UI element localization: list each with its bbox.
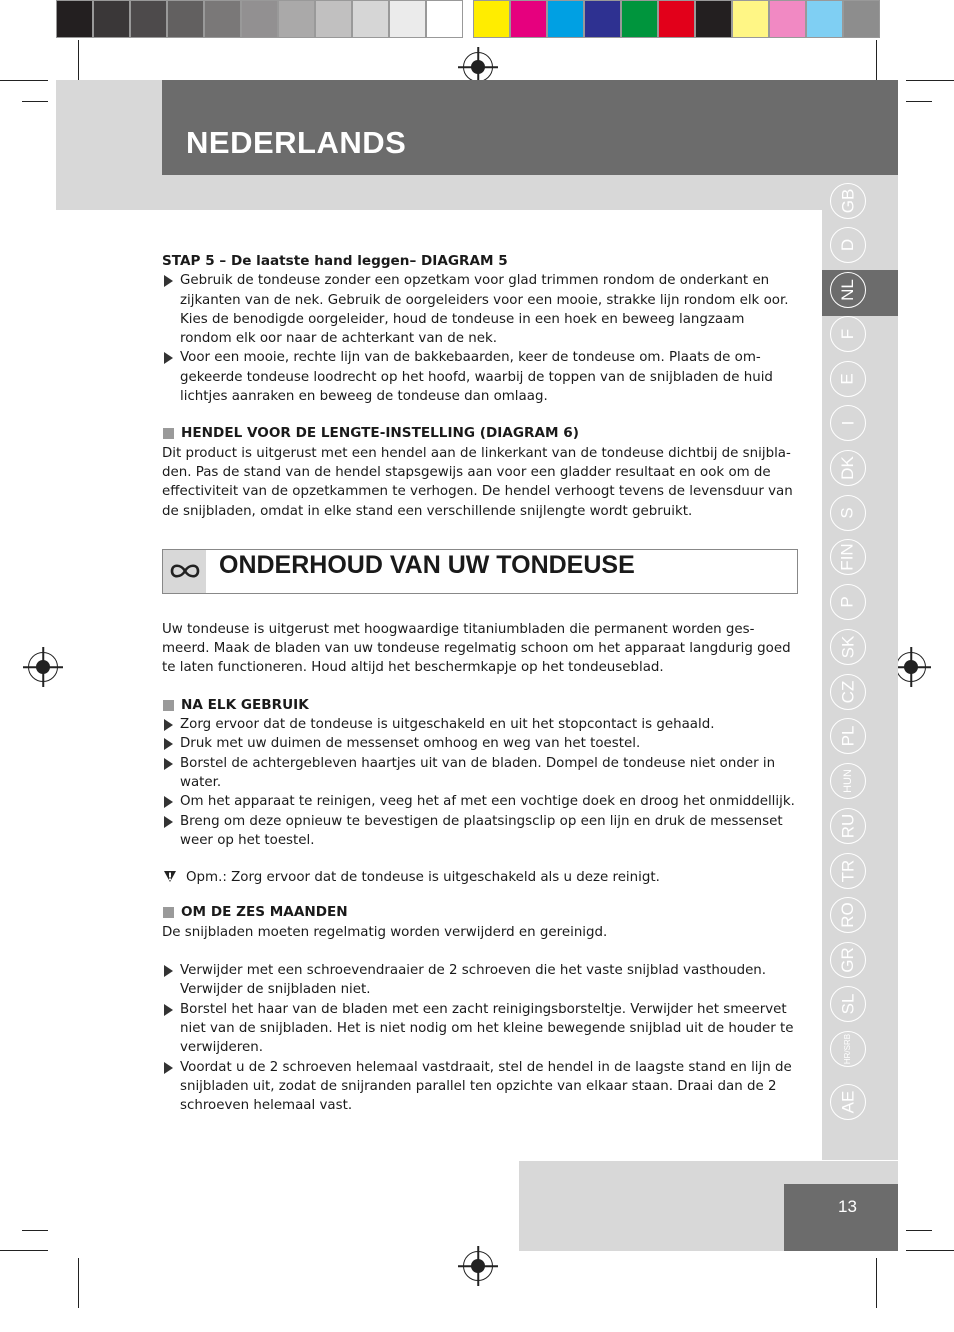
- language-tab-ru[interactable]: [830, 808, 866, 844]
- list-item: Om het apparaat te reinigen, veeg het af met een vochtige doek en droog het onmiddellijk.: [162, 792, 798, 811]
- language-tab-label: E: [838, 373, 857, 385]
- language-tab-label: CZ: [837, 680, 857, 704]
- color-swatch: [204, 0, 241, 38]
- language-tab-fin[interactable]: [830, 539, 866, 575]
- color-swatch: [769, 0, 806, 38]
- language-tab-s[interactable]: [830, 495, 866, 531]
- crop-mark: [78, 1258, 79, 1308]
- language-tab-ae[interactable]: [830, 1084, 866, 1120]
- color-swatch: [843, 0, 880, 38]
- color-swatch: [56, 0, 93, 38]
- language-tab-label: DK: [838, 456, 857, 480]
- language-tab-tr[interactable]: [830, 853, 866, 889]
- maintenance-section-header: [162, 549, 798, 594]
- language-tab-label: S: [838, 507, 857, 519]
- language-tab-label: RU: [838, 813, 857, 839]
- list-item: Zorg ervoor dat de tondeuse is uitgeschakeld en uit het stopcontact is gehaald.: [162, 715, 798, 734]
- list-item: Voordat u de 2 schroeven helemaal vastdraait, stel de hendel in de laagste stand en lijn de snijbladen uit, zodat de snijranden parallel ten opzichte van elkaar staan. Draai dan de 2 schroeven helemaal vast.: [162, 1058, 798, 1116]
- language-tab-label: P: [838, 596, 857, 608]
- language-tab-label: HR/SRB: [842, 1033, 852, 1065]
- color-swatch: [621, 0, 658, 38]
- language-tab-cz[interactable]: [830, 674, 866, 710]
- note-text: Opm.: Zorg ervoor dat de tondeuse is uitgeschakeld als u deze reinigt.: [186, 870, 660, 886]
- note: [162, 868, 798, 887]
- crop-mark: [0, 80, 48, 81]
- list-item: Breng om deze opnieuw te bevestigen de plaatsingsclip op een lijn en druk de messenset weer op het toestel.: [162, 812, 798, 851]
- language-tab-i[interactable]: [830, 405, 866, 441]
- crop-mark: [906, 1250, 954, 1251]
- language-tab-d[interactable]: [830, 227, 866, 263]
- language-tab-p[interactable]: [830, 584, 866, 620]
- language-tab-label: F: [837, 328, 857, 340]
- crop-mark: [906, 80, 954, 81]
- color-calibration-bar: [56, 0, 880, 40]
- color-swatch: [658, 0, 695, 38]
- color-swatch: [806, 0, 843, 38]
- step5-heading: STAP 5 – De laatste hand leggen– DIAGRAM 5: [162, 253, 508, 269]
- list-item: Druk met uw duimen de messenset omhoog en weg van het toestel.: [162, 734, 798, 753]
- color-swatch: [547, 0, 584, 38]
- language-tab-f[interactable]: [830, 316, 866, 352]
- list-item: Gebruik de tondeuse zonder een opzetkam voor glad trimmen rondom de onderkant en zijkanten van de nek. Gebruik de oorgeleiders voor een mooie, strakke lijn rondom elk oor. Kies de benodigde oorgeleider, houd de tondeuse in een hoek en beweeg langzaam rondom elk oor naar de achterkant van de nek.: [162, 271, 798, 348]
- crop-mark: [876, 1258, 877, 1308]
- language-tab-pl[interactable]: [830, 718, 866, 754]
- language-tab-hr-srb[interactable]: [830, 1031, 866, 1067]
- warning-icon: [162, 869, 178, 883]
- crop-mark: [22, 1230, 48, 1231]
- color-swatch: [510, 0, 547, 38]
- language-tab-ro[interactable]: [830, 897, 866, 933]
- page-title: NEDERLANDS: [186, 125, 407, 160]
- lever-text: Dit product is uitgerust met een hendel aan de linkerkant van de tondeuse dichtbij de snijbla-den. Pas de stand van de hendel stapsgewijs aan voor een gladder resultaat en ook om de effectiviteit van de opzetkammen te verhogen. De hendel verhoogt tevens de levensduur van de snijbladen, omdat in elke stand een verschillende snijlengte wordt gebruikt.: [162, 445, 793, 519]
- language-tab-hun[interactable]: [830, 763, 866, 799]
- color-swatch: [93, 0, 130, 38]
- language-tab-label: SK: [838, 635, 857, 659]
- language-tab-label: GB: [838, 188, 857, 214]
- language-tab-sl[interactable]: [830, 986, 866, 1022]
- list-item: Borstel de achtergebleven haartjes uit van de bladen. Dompel de tondeuse niet onder in water.: [162, 754, 798, 793]
- language-tab-label: FIN: [837, 543, 857, 571]
- language-tab-nl[interactable]: [830, 272, 866, 308]
- language-tab-label: AE: [838, 1090, 857, 1114]
- registration-mark-icon: [28, 652, 58, 682]
- color-swatch: [315, 0, 352, 38]
- language-tab-label: GR: [838, 947, 857, 973]
- language-tab-sk[interactable]: [830, 629, 866, 665]
- language-tab-label: D: [838, 238, 857, 252]
- color-swatch: [584, 0, 621, 38]
- registration-mark-icon: [463, 1251, 493, 1281]
- language-tabs: [822, 175, 898, 1160]
- language-tab-gr[interactable]: [830, 942, 866, 978]
- color-swatch: [389, 0, 426, 38]
- crop-mark: [22, 101, 48, 102]
- list-item: Verwijder met een schroevendraaier de 2 schroeven die het vaste snijblad vasthouden. Verwijder de snijbladen niet.: [162, 961, 798, 1000]
- registration-mark-icon: [896, 652, 926, 682]
- section-title: ONDERHOUD VAN UW TONDEUSE: [219, 550, 635, 579]
- language-tab-label: I: [837, 420, 857, 426]
- color-swatch: [732, 0, 769, 38]
- page-number: 13: [838, 1197, 857, 1216]
- maintenance-intro: Uw tondeuse is uitgerust met hoogwaardige titaniumbladen die permanent worden ges-meerd. Maak de bladen van uw tondeuse regelmatig schoon om het apparaat langdurig goed te laten functioneren. Houd altijd het beschermkapje op het tondeuseblad.: [162, 621, 791, 676]
- language-tab-label: SL: [837, 993, 857, 1015]
- language-tab-label: TR: [837, 859, 857, 883]
- color-swatch: [278, 0, 315, 38]
- language-tab-label: NL: [837, 279, 857, 301]
- language-tab-gb[interactable]: [830, 183, 866, 219]
- lever-heading: HENDEL VOOR DE LENGTE-INSTELLING (DIAGRAM 6): [162, 424, 798, 443]
- after-use-heading: NA ELK GEBRUIK: [162, 696, 798, 715]
- infinity-icon: [163, 550, 206, 593]
- six-months-heading: OM DE ZES MAANDEN: [162, 903, 798, 922]
- crop-mark: [906, 1230, 932, 1231]
- color-swatch: [130, 0, 167, 38]
- color-swatch: [241, 0, 278, 38]
- crop-mark: [0, 1250, 48, 1251]
- six-months-text: De snijbladen moeten regelmatig worden verwijderd en gereinigd.: [162, 924, 608, 940]
- list-item: Borstel het haar van de bladen met een zacht reinigingsborsteltje. Verwijder het smeervet niet van de snijbladen. Het is niet nodig om het kleine bewegende snijblad uit de houder te verwijderen.: [162, 1000, 798, 1058]
- registration-mark-icon: [463, 52, 493, 82]
- language-tab-e[interactable]: [830, 361, 866, 397]
- color-swatch: [473, 0, 510, 38]
- crop-mark: [906, 101, 932, 102]
- language-tab-label: RO: [838, 902, 857, 928]
- language-tab-label: HUN: [842, 769, 854, 793]
- list-item: Voor een mooie, rechte lijn van de bakkebaarden, keer de tondeuse om. Plaats de om-gekeerde tondeuse loodrecht op het hoofd, waarbij de toppen van de snijbladen de huid lichtjes aanraken en beweeg de tondeuse dan omlaag.: [162, 348, 798, 406]
- crop-mark: [78, 40, 79, 85]
- color-swatch: [167, 0, 204, 38]
- color-swatch: [426, 0, 463, 38]
- language-tab-dk[interactable]: [830, 450, 866, 486]
- language-tab-label: PL: [837, 725, 857, 747]
- main-content: [162, 252, 798, 1115]
- color-swatch: [352, 0, 389, 38]
- crop-mark: [876, 40, 877, 85]
- page-number-box: [784, 1184, 898, 1251]
- color-swatch: [695, 0, 732, 38]
